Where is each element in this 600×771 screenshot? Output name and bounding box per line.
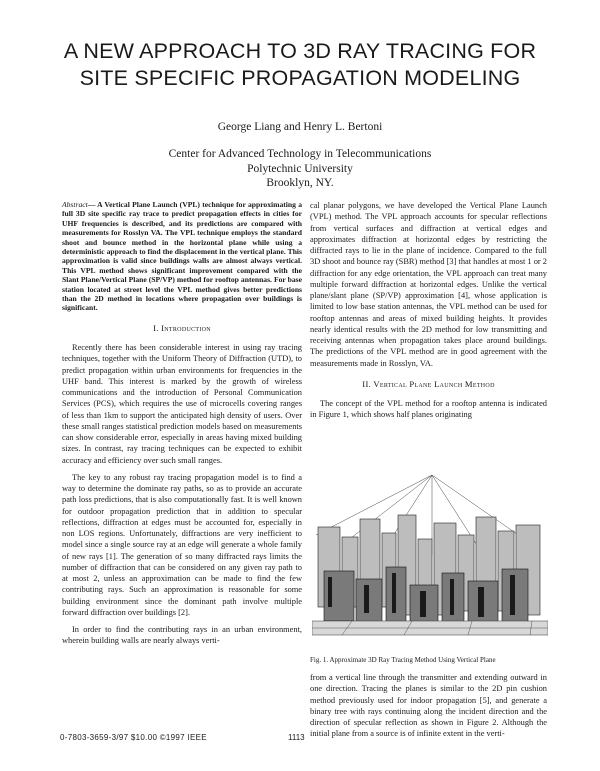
affiliation-line: Center for Advanced Technology in Telecommunications	[168, 148, 432, 160]
paper-title: A NEW APPROACH TO 3D RAY TRACING FOR SITE SPECIFIC PROPAGATION MODELING	[63, 39, 537, 90]
vpl-concept-paragraph: The concept of the VPL method for a rooftop antenna is indicated in Figure 1, which shows half planes originating	[310, 399, 547, 420]
figure-1-city-model	[312, 475, 548, 647]
abstract-text: — A Vertical Plane Launch (VPL) technique for approximating a full 3D site specific ray trace to predict propagation effects in cities for UHF frequencies is described, and its predictions are compared with measurements for Rosslyn VA. The VPL technique employs the standard shoot and bounce method in the horizontal plane while using a deterministic approach to find the displacement in the vertical plane. This approximation is valid since buildings walls are almost always vertical. This VPL method shows significant improvement compared with the Slant Plane/Vertical Plane (SP/VP) method for rooftop antennas. For base station located at street level the VPL method gives better predictions than the 2D method in locations where propagation over buildings is significant.	[62, 200, 302, 313]
section-heading-vpl: II. Vertical Plane Launch Method	[362, 378, 495, 389]
page-number: 1113	[288, 733, 305, 742]
right-column	[310, 200, 547, 427]
intro-paragraph: Recently there has been considerable interest in using ray tracing techniques, together with the Uniform Theory of Diffraction (UTD), to predict propagation within urban environments for frequencies in the UHF band. This interest is marked by the growth of wireless communications and the introduction of Personal Communication Services (PCS), which requires the use of microcells covering ranges of less than 1km to support the anticipated high density of users. Over these small ranges statistical prediction models based on measurements can show considerable error, especially in areas having mixed building sizes. In contrast, ray tracing techniques can be expected to exhibit accuracy and efficiency over such small ranges.	[62, 343, 302, 465]
city-ray-tracing-illustration	[312, 475, 548, 647]
vpl-paragraph: cal planar polygons, we have developed the Vertical Plane Launch (VPL) method. The VPL approach accounts for specular reflections from vertical surfaces and diffraction at vertical edges and approximates diffraction at horizontal edges by restricting the diffracted rays to lie in the plane of incidence. Compared to the full 3D shoot and bounce ray (SBR) method [3] that handles at most 1 or 2 diffraction for any edge orientation, the VPL approach can treat many multiple forward diffraction at horizontal edges. Unlike the vertical plane/slant plane (SP/VP) approximation [4], whose application is limited to low base station antennas, the VPL method can be used for rooftop antennas and areas of mixed building heights. It provides nearly identical results with the 2D method for low transmitting and receiving antennas when propagation takes place around buildings. The predictions of the VPL method are in good agreement with the measurements made in Rosslyn, VA.	[310, 201, 547, 368]
affiliation	[0, 147, 600, 191]
figure-caption: Fig. 1. Approximate 3D Ray Tracing Method Using Vertical Plane	[310, 656, 496, 664]
section-heading-introduction: I. Introduction	[153, 322, 211, 333]
affiliation-line: Polytechnic University	[247, 162, 353, 175]
footer-copyright: 0-7803-3659-3/97 $10.00 ©1997 IEEE	[60, 733, 207, 742]
intro-paragraph: The key to any robust ray tracing propagation model is to find a way to determine the dominate ray paths, so as to provide an accurate path loss predictions, that is also computationally fast. It is well known for outdoor propagation prediction that in addition to specular reflections, diffraction at edges must be accounted for, especially in non LOS regions. Unfortunately, diffractions are very inefficient to model since a single source ray at an edge will generate a whole family of new rays [1]. The generation of so many diffracted rays limits the number of diffraction that can be considered on any given ray path to at most 2, unless an approximation can be made to find the few contributing rays. Such an approximation is reasonable for some building environment since the dominant path involve multiple forward diffraction over buildings [2].	[62, 472, 302, 617]
intro-paragraph: In order to find the contributing rays in an urban environment, wherein building walls are nearly always verti-	[62, 625, 302, 646]
after-figure-paragraph: from a vertical line through the transmitter and extending outward in one direction. Tracing the planes is similar to the 2D pin cushion method previously used for indoor propagation [5], and generate a binary tree with rays continuing along the incident direction and the direction of specular reflection as shown in Figure 2. Although the initial plane from a source is of infinite extent in the verti-	[310, 673, 547, 739]
abstract	[62, 200, 302, 313]
abstract-label: Abstract	[62, 200, 88, 209]
left-column	[62, 200, 302, 653]
authors: George Liang and Henry L. Bertoni	[217, 121, 383, 133]
affiliation-line: Brooklyn, NY.	[266, 177, 334, 189]
